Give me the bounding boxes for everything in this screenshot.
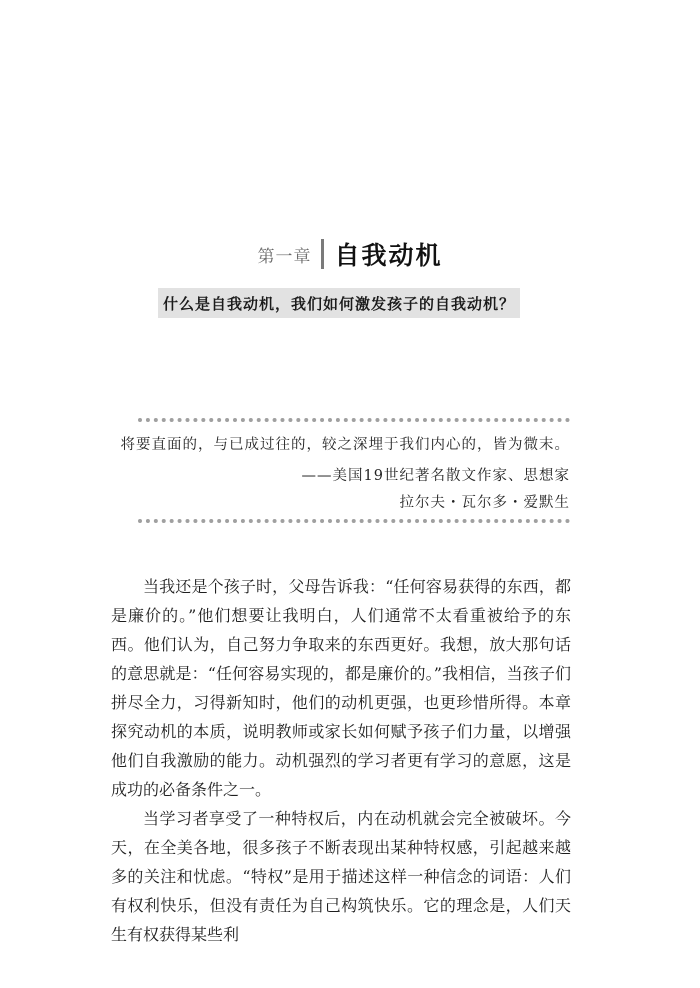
epigraph-divider-top — [138, 418, 570, 422]
epigraph-author: 拉尔夫・瓦尔多・爱默生 — [399, 495, 570, 511]
chapter-number: 第一章 — [257, 246, 312, 267]
chapter-title: 自我动机 — [334, 241, 443, 270]
epigraph-divider-bottom — [138, 519, 570, 523]
body-paragraph-1: 当我还是个孩子时，父母告诉我：“任何容易获得的东西，都是廉价的。”他们想要让我明白，人们通常不太看重被给予的东西。他们认为，自己努力争取来的东西更好。我想，放大那句话的意思就是：“任何容易实现的，都是廉价的。”我相信，当孩子们拼尽全力，习得新知时，他们的动机更强，也更珍惜所得。本章探究动机的本质，说明教师或家长如何赋予孩子们力量，以增强他们自我激励的能力。动机强烈的学习者更有学习的意愿，这是成功的必备条件之一。 — [111, 577, 571, 799]
epigraph-source: ——美国19世纪著名散文作家、思想家 — [301, 468, 570, 484]
chapter-header — [0, 236, 700, 272]
body-paragraph-2: 当学习者享受了一种特权后，内在动机就会完全被破坏。今天，在全美各地，很多孩子不断表现出某种特权感，引起越来越多的关注和忧虑。“特权”是用于描述这样一种信念的词语：人们有权利快乐，但没有责任为自己构筑快乐。它的理念是，人们天生有权获得某些利 — [111, 809, 571, 944]
chapter-subtitle: 什么是自我动机，我们如何激发孩子的自我动机？ — [158, 288, 520, 318]
epigraph-quote: 将要直面的，与已成过往的，较之深埋于我们内心的，皆为微末。 — [120, 437, 570, 453]
body-text — [111, 572, 571, 949]
chapter-divider — [321, 239, 324, 269]
